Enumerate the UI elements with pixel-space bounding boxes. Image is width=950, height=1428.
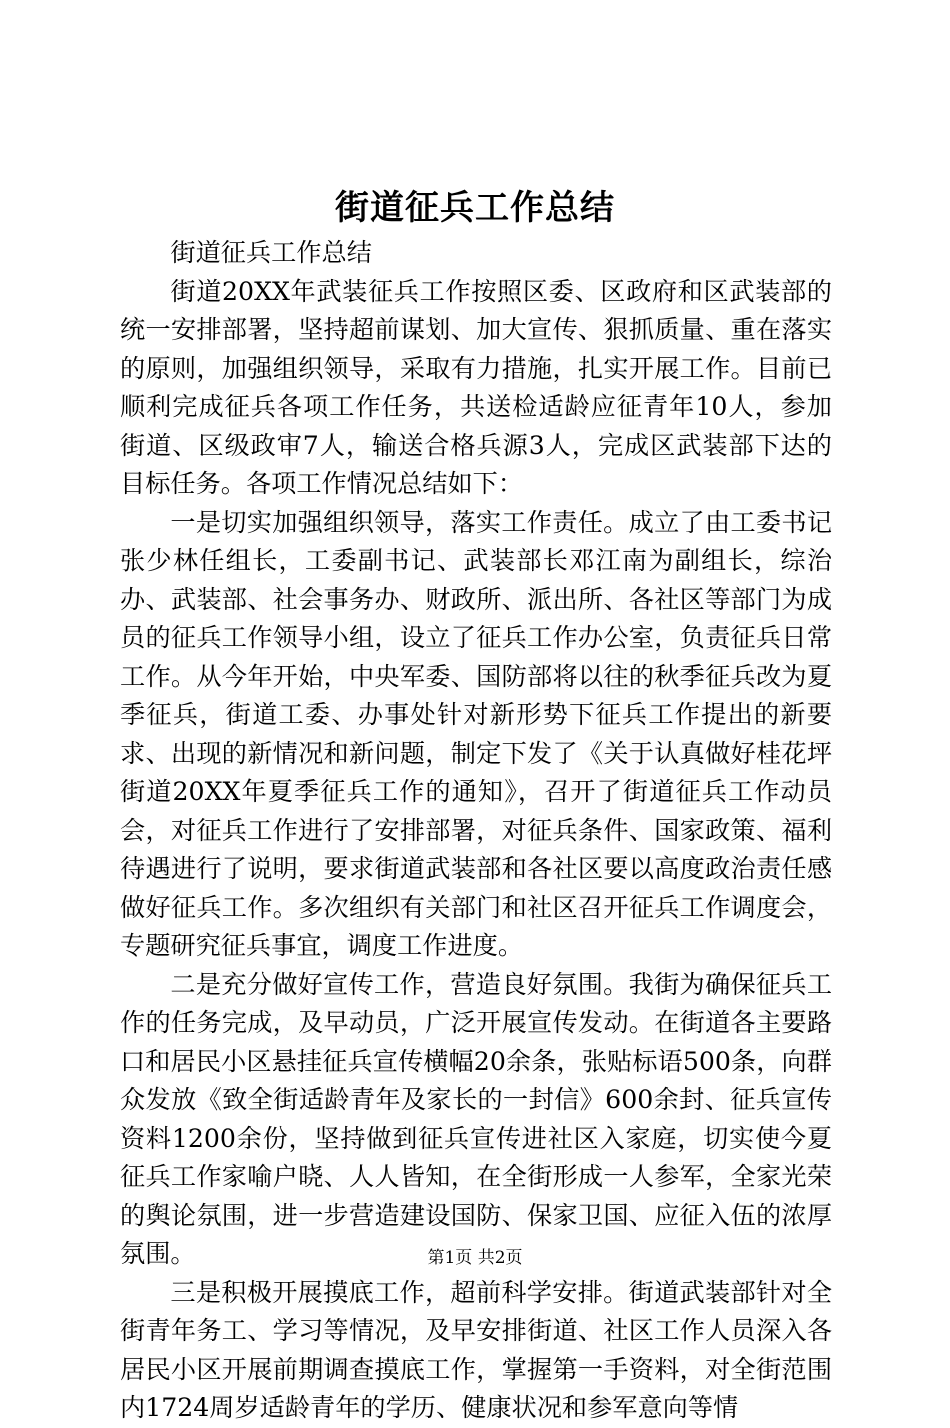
paragraph-survey: 三是积极开展摸底工作，超前科学安排。街道武装部针对全街青年务工、学习等情况，及早安排街道、社区工作人员深入各居民小区开展前期调查摸底工作，掌握第一手资料，对全街范围内1724周岁适龄青年的学历、健康状况和参军意向等情 <box>120 1277 832 1422</box>
document-title: 街道征兵工作总结 <box>335 188 615 228</box>
paragraph-organization: 一是切实加强组织领导，落实工作责任。成立了由工委书记张少林任组长，工委副书记、武装部长邓江南为副组长，综治办、武装部、社会事务办、财政所、派出所、各社区等部门为成员的征兵工作领导小组，设立了征兵工作办公室，负责征兵日常工作。从今年开始，中央军委、国防部将以往的秋季征兵改为夏季征兵，街道工委、办事处针对新形势下征兵工作提出的新要求、出现的新情况和新问题，制定下发了《关于认真做好桂花坪街道20XX年夏季征兵工作的通知》，召开了街道征兵工作动员会，对征兵工作进行了安排部署，对征兵条件、国家政策、福利待遇进行了说明，要求街道武装部和各社区要以高度政治责任感做好征兵工作。多次组织有关部门和社区召开征兵工作调度会，专题研究征兵事宜，调度工作进度。 <box>120 507 832 960</box>
paragraph-publicity: 二是充分做好宣传工作，营造良好氛围。我街为确保征兵工作的任务完成，及早动员，广泛开展宣传发动。在街道各主要路口和居民小区悬挂征兵宣传横幅20余条，张贴标语500条，向群众发放《致全街适龄青年及家长的一封信》600余封、征兵宣传资料1200余份，坚持做到征兵宣传进社区入家庭，切实使今夏征兵工作家喻户晓、人人皆知，在全街形成一人参军，全家光荣的舆论氛围，进一步营造建设国防、保家卫国、应征入伍的浓厚氛围。 <box>120 969 832 1268</box>
paragraph-subtitle: 街道征兵工作总结 <box>170 238 372 267</box>
page-footer: 第1页 共2页 <box>427 1248 523 1268</box>
paragraph-intro: 街道20XX年武装征兵工作按照区委、区政府和区武装部的统一安排部署，坚持超前谋划、加大宣传、狠抓质量、重在落实的原则，加强组织领导，采取有力措施，扎实开展工作。目前已顺利完成征兵各项工作任务，共送检适龄应征青年10人，参加街道、区级政审7人，输送合格兵源3人，完成区武装部下达的目标任务。各项工作情况总结如下： <box>120 276 832 498</box>
